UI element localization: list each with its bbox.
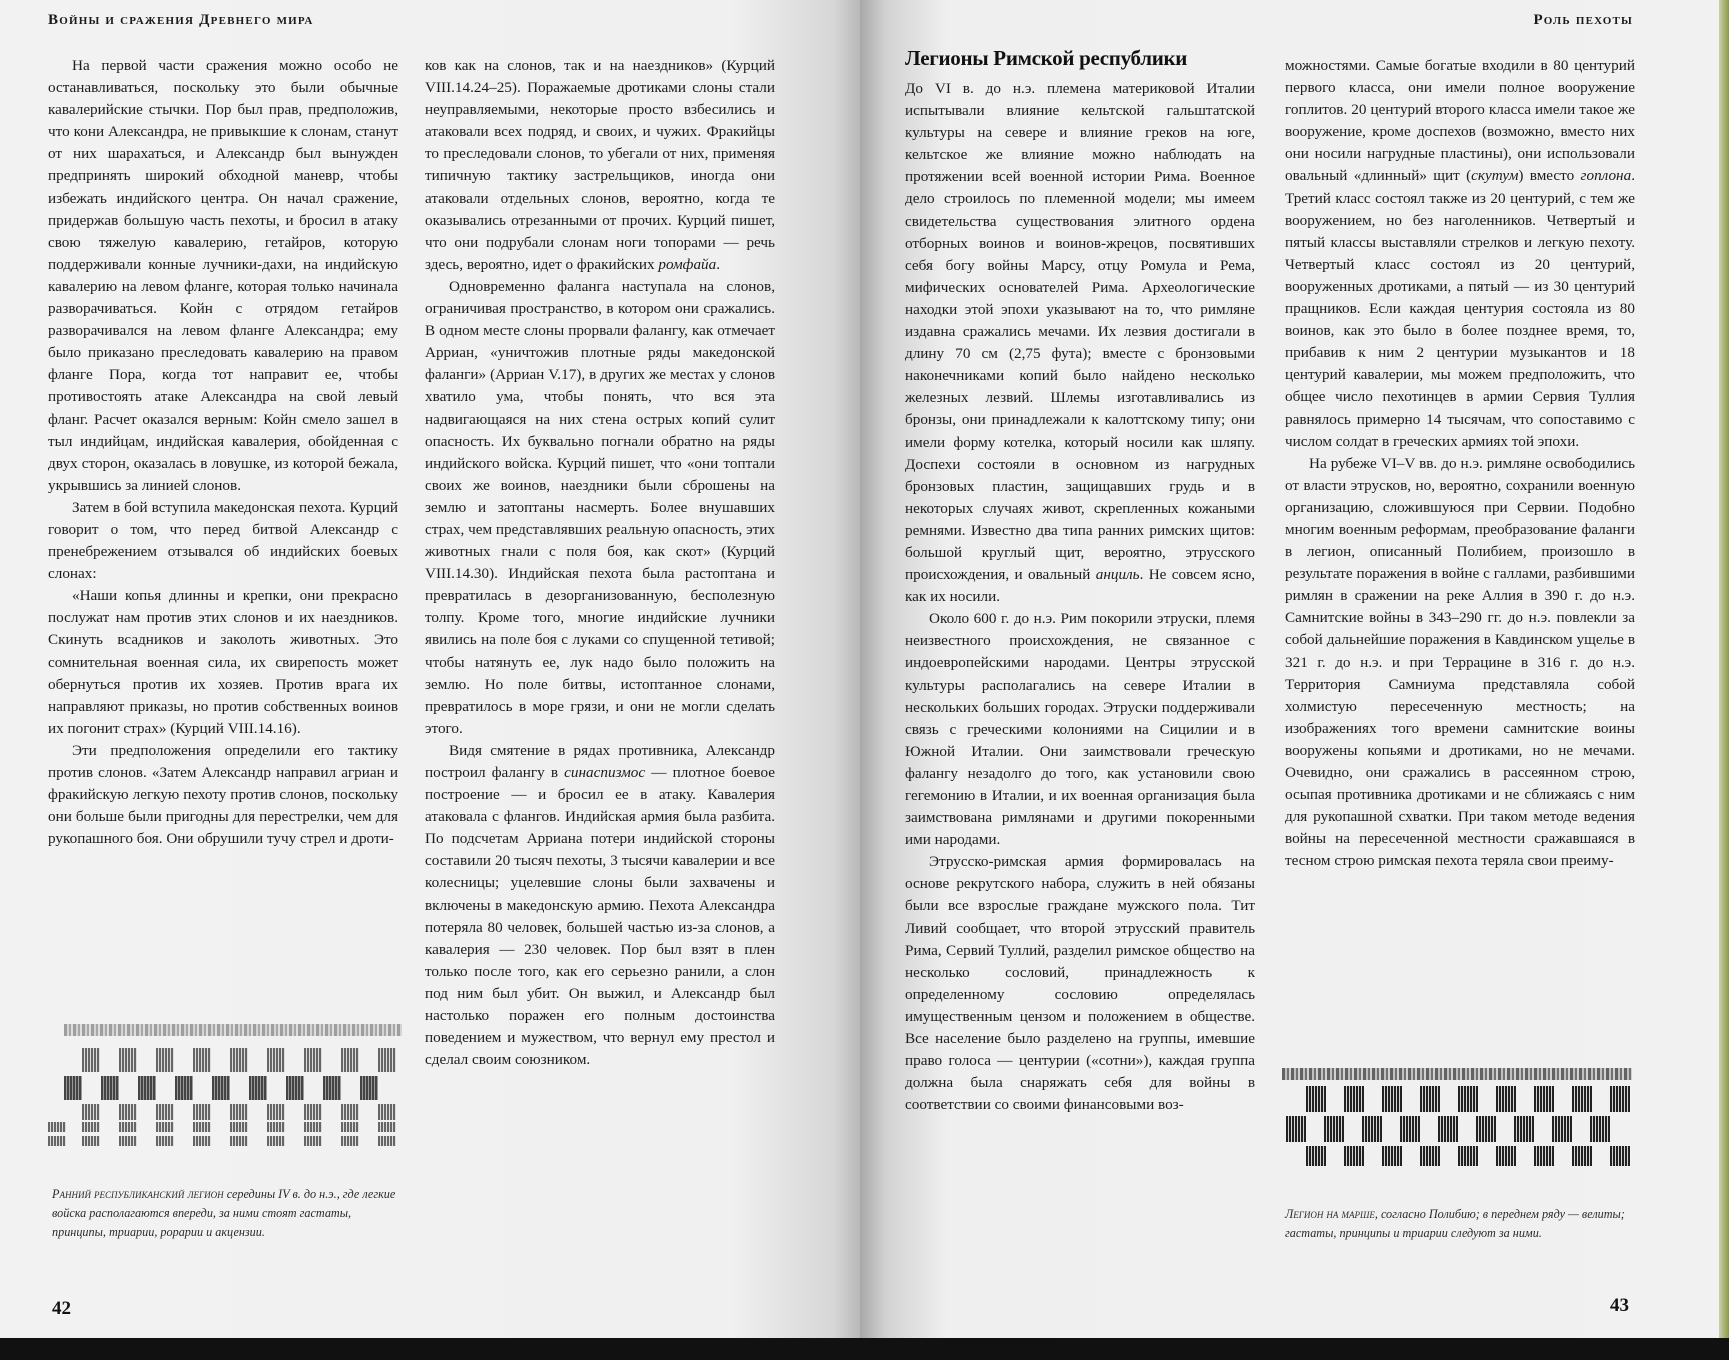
hastati-maniple [267,1048,285,1072]
triarii-maniple [1610,1146,1630,1166]
hastati-maniple [341,1048,359,1072]
accensi-maniple [193,1136,211,1146]
triarii-maniple [1534,1146,1554,1166]
italic-term: скутум [1471,167,1519,185]
paragraph: На рубеже VI–V вв. до н.э. римляне освободились от власти этрусков, но, вероятно, сохранили военную организацию, сложившуюся при Сервии. Подобно многим военным реформам, преобразование фаланги в легион, описанный Полибием, произошло в результате поражения в войне с галлами, разбившими римлян в сражении на реке Аллия в 390 г. до н.э. Самнитские войны в 343–290 гг. до н.э. повлекли за собой дальнейшие поражения в Кавдинском ущелье в 321 г. до н.э. и при Террацине в 316 г. до н.э. Территория Самниума представляла собой холмистую пересеченную местность; на изображениях того времени самнитские воины вооружены копьями и дротиками, но не мечами. Очевидно, они сражались в рассеянном строю, осыпая противника дротиками и не сближаясь с ним для рукопашной схватки. При таком методе ведения войны на пересеченной местности сражавшаяся в тесном строю римская пехота теряла свои преиму- [1285,454,1635,870]
triarii-maniple [267,1104,285,1120]
hastati-maniple [1382,1086,1402,1112]
paragraph [905,78,1255,608]
triarii-maniple [378,1104,396,1120]
hastati-maniple [156,1048,174,1072]
triarii-maniple [1572,1146,1592,1166]
hastati-maniple [193,1048,211,1072]
paragraph [425,740,775,1071]
hastati-maniple [1496,1086,1516,1112]
hastati-maniple [378,1048,396,1072]
principes-maniple [1590,1116,1610,1142]
triarii-maniple [230,1104,248,1120]
figure-caption-right [1285,1205,1635,1243]
left-running-head: Войны и сражения Древнего мира [48,12,314,28]
principes-maniple [1362,1116,1382,1142]
triarii-maniple [193,1104,211,1120]
rorarii-maniple [193,1122,211,1132]
triarii-maniple [1420,1146,1440,1166]
figure-caption-left [52,1185,397,1242]
caption-text: середины IV в. до н.э., где легкие войска располагаются впереди, за ними стоят гастаты, принципы, триарии, рорарии и акцензии. [52,1187,396,1239]
hastati-maniple [1534,1086,1554,1112]
text-run: — плотное боевое построение — и бросил ее в атаку. Кавалерия атаковала с флангов. Индийская армия была разбита. По подсчетам Арриана потери индийской стороны составили 20 тысяч пехоты, 3 тысячи кавалерии и все колесницы; уцелевшие слоны были захвачены и включены в македонскую армию. Пехота Александра потеряла 80 человек, большей частью из-за слонов, а кавалерия — 230 человек. Пор был взят в плен только после того, как его серьезно ранили, а слон под ним был убит. Он выжил, и Александр был настолько поражен его полным достоинства поведением и мужеством, что вернул ему престол и сделал своим союзником. [425,764,775,1069]
accensi-maniple [156,1136,174,1146]
page-number-right: 43 [1610,1295,1629,1316]
page-edge [1719,0,1729,1340]
text-run: ков как на слонов, так и на наездников» (Курций VIII.14.24–25). Поражаемые дротиками слоны стали неуправляемыми, некоторые просто взбесились и атаковали всех подряд, и своих, и чужих. Фракийцы то преследовали слонов, то убегали от них, применяя типичную тактику застрельщиков, иногда они атаковали отдельных слонов, вероятно, когда те оказывались отрезанными от прочих. Курций пишет, что они подрубали слонам ноги топорами — речь здесь, вероятно, идет о фракийских [425,57,775,273]
triarii-maniple [156,1104,174,1120]
right-column-1 [905,78,1255,1116]
italic-term: анциль [1095,566,1140,584]
text-run: До VI в. до н.э. племена материковой Италии испытывали влияние кельтской гальштатской культуры на севере и влияние греков на юге, кельтское же влияние можно наблюдать на протяжении всей военной истории Рима. Военное дело строилось по племенной модели; мы имеем свидетельства существования элитного ордена отборных воинов и воинов-жрецов, посвятивших себя богу войны Марсу, отцу Ромула и Рема, мифических основателей Рима. Археологические находки этой эпохи указывают на то, что римляне издавна сражались мечами. Их лезвия достигали в длину 70 см (2,75 фута); вместе с бронзовыми наконечниками копий было найдено несколько железных лезвий. Шлемы изготавливались из бронзы, они принадлежали к калоттскому типу; они имели форму котелка, который носили как шляпу. Доспехи состояли в основном из нагрудных бронзовых пластин, защищавших грудь и в некоторых случаях живот, скрепленных кожаными ремнями. Известно два типа ранних римских щитов: большой круглый щит, вероятно, этрусского происхождения, и овальный [905,80,1255,584]
principes-maniple [1400,1116,1420,1142]
principes-maniple [101,1076,119,1100]
rorarii-maniple [48,1122,66,1132]
rorarii-maniple [304,1122,322,1132]
accensi-maniple [119,1136,137,1146]
hastati-maniple [1610,1086,1630,1112]
hastati-maniple [1420,1086,1440,1112]
rorarii-maniple [230,1122,248,1132]
legion-on-march-diagram [1282,1064,1632,1174]
hastati-maniple [230,1048,248,1072]
page-number-left: 42 [52,1298,71,1319]
accensi-maniple [267,1136,285,1146]
italic-term: гоплона [1580,167,1632,185]
paragraph: На первой части сражения можно особо не останавливаться, поскольку это были обычные кавалерийские стычки. Пор был прав, предположив, что кони Александра, не привыкшие к слонам, станут от них шарахаться, и Александр был вынужден предпринять широкий обходной маневр, чтобы избежать индийского центра. Он начал сражение, придержав большую часть пехоты, и бросил в атаку свою тяжелую кавалерию, гетайров, которую поддерживали конные лучники-дахи, на индийскую кавалерию на левом фланге, которая только начинала разворачиваться. Койн с отрядом гетайров разворачивался на левом фланге Александра; ему было приказано преследовать кавалерию на правом фланге Пора, когда тот направит ее, чтобы противостоять атаке Александра на свой левый фланг. Расчет оказался верным: Койн смело зашел в тыл индийцам, индийская кавалерия, обойденная с двух сторон, оказалась в ловушке, из которой бежала, укрывшись за линией слонов. [48,57,398,494]
caption-title: Ранний республиканский легион [52,1187,224,1201]
velites-band [1282,1068,1632,1080]
triarii-maniple [304,1104,322,1120]
triarii-maniple [1344,1146,1364,1166]
accensi-maniple [378,1136,396,1146]
principes-maniple [1552,1116,1572,1142]
hastati-maniple [82,1048,100,1072]
italic-term: синаспизмос [564,764,646,781]
triarii-maniple [119,1104,137,1120]
principes-maniple [1324,1116,1344,1142]
hastati-maniple [1344,1086,1364,1112]
text-run: можностями. Самые богатые входили в 80 центурий первого класса, они имели полное вооружение гоплитов. 20 центурий второго класса имели такое же вооружение, кроме доспехов (возможно, вместо них они носили нагрудные пластины), они использовали овальный «длинный» щит ( [1285,57,1635,185]
paragraph: Этрусско-римская армия формировалась на основе рекрутского набора, служить в ней обязаны были все взрослые граждане мужского пола. Тит Ливий сообщает, что второй этрусский правитель Рима, Сервий Туллий, разделил римское общество на несколько сословий, принадлежность к определенному сословию определялась имущественным цензом и положением в обществе. Все население было разделено на группы, имевшие право голоса — центурии («сотни»), каждая группа должна была снаряжать себя для войны в соответствии со своими финансовыми воз- [905,853,1255,1114]
light-troops-band [64,1024,402,1036]
section-title: Легионы Римской республики [905,46,1188,70]
text-run: . Третий класс состоял также из 20 центурий, с тем же вооружением, но без наголенников. Четвертый и пятый классы выставляли стрелков и легкую пехоту. Четвертый класс состоял из 20 центурий, вооруженных дротиками, а пятый — из 30 центурий пращников. Если каждая центурия состояла из 80 воинов, как это было в более позднее время, то, прибавив к ним 2 центурии музыкантов и 18 центурий кавалерии, мы можем предположить, что общее число пехотинцев в армии Сервия Туллия равнялось примерно 14 тысячам, что сопоставимо с числом солдат в греческих армиях той эпохи. [1285,167,1635,450]
paragraph [425,55,775,276]
hastati-maniple [1458,1086,1478,1112]
paragraph [1285,55,1635,453]
rorarii-maniple [156,1122,174,1132]
text-run: . Не совсем ясно, как их носили. [905,566,1255,606]
caption-text: , согласно Полибию; в переднем ряду — велиты; гастаты, принципы и триарии следуют за ними. [1285,1207,1625,1240]
principes-maniple [64,1076,82,1100]
rorarii-maniple [82,1122,100,1132]
principes-maniple [212,1076,230,1100]
paragraph: Затем в бой вступила македонская пехота. Курций говорит о том, что перед битвой Александр с пренебрежением отзывался об индийских боевых слонах: [48,498,398,583]
paragraph: Одновременно фаланга наступала на слонов, ограничивая пространство, в котором они сражались. В одном месте слоны прорвали фалангу, как отмечает Арриан, «уничтожив плотные ряды македонской фаланги» (Арриан V.17), в других же местах у слонов хватило ума, чтобы понять, что вся эта надвигающаяся на них стена острых копий сулит опасность. Их буквально погнали обратно на ряды индийского войска. Курций пишет, что «они топтали своих же воинов, наездники были сброшены на землю и затоптаны насмерть. Более внушавших страх, чем представлявших реальную опасность, этих животных гнали с поля боя, как скот» (Курций VIII.14.30). Индийская пехота была растоптана и превратилась в дезорганизованную, бесполезную толпу. Кроме того, многие индийские лучники явились на поле боя с луками со спущенной тетивой; чтобы натянуть ее, лук надо было положить на землю. Но поле битвы, истоптанное слонами, превратилось в море грязи, и они не могли сделать этого. [425,277,775,737]
rorarii-maniple [119,1122,137,1132]
rorarii-maniple [267,1122,285,1132]
hastati-maniple [119,1048,137,1072]
principes-maniple [360,1076,378,1100]
principes-maniple [175,1076,193,1100]
principes-maniple [138,1076,156,1100]
principes-maniple [1476,1116,1496,1142]
accensi-maniple [82,1136,100,1146]
paragraph: Эти предположения определили его тактику против слонов. «Затем Александр направил агриан и фракийскую легкую пехоту против слонов, поскольку они больше были пригодны для перестрелки, чем для рукопашного боя. Они обрушили тучу стрел и дроти- [48,741,398,848]
rorarii-maniple [341,1122,359,1132]
hastati-maniple [1572,1086,1592,1112]
triarii-maniple [341,1104,359,1120]
accensi-maniple [341,1136,359,1146]
text-run: ) вместо [1518,167,1581,185]
text-run: . [716,255,721,273]
right-running-head: Роль пехоты [1533,12,1633,28]
left-column-1 [48,55,398,850]
rorarii-maniple [378,1122,396,1132]
accensi-maniple [230,1136,248,1146]
accensi-maniple [48,1136,66,1146]
quote-paragraph: «Наши копья длинны и крепки, они прекрасно послужат нам против этих слонов и их наездников. Скинуть всадников и заколоть животных. Это сомнительная военная сила, их свирепость может обернуться против их хозяев. Против врага их направляют приказы, но против собственных воинов их погонит страх» (Курций VIII.14.16). [48,587,398,737]
principes-maniple [1286,1116,1306,1142]
scan-bottom-edge [0,1338,1729,1360]
triarii-maniple [82,1104,100,1120]
principes-maniple [323,1076,341,1100]
right-column-2 [1285,55,1635,872]
hastati-maniple [1306,1086,1326,1112]
triarii-maniple [1382,1146,1402,1166]
caption-title: Легион на марше [1285,1207,1375,1221]
legion-formation-diagram-early [52,1022,402,1162]
left-column-2 [425,55,775,1071]
left-page [0,0,860,1340]
text-run: Видя смятение в рядах противника, Александр построил фалангу в [425,741,775,781]
paragraph: Около 600 г. до н.э. Рим покорили этруски, племя неизвестного происхождения, не связанное с индоевропейскими народами. Центры этрусской культуры располагались на севере Италии в нескольких больших городах. Этруски поддерживали связь с греческими колониями на Сицилии и в Южной Италии. Они заимствовали греческую фалангу незадолго до того, как установили свою гегемонию в Италии, и их военная организация была заимствована римлянами и другими покоренными ими народами. [905,610,1255,849]
triarii-maniple [1496,1146,1516,1166]
italic-term: ромфайа [658,255,717,273]
principes-maniple [286,1076,304,1100]
triarii-maniple [1306,1146,1326,1166]
principes-maniple [1438,1116,1458,1142]
accensi-maniple [304,1136,322,1146]
triarii-maniple [1458,1146,1478,1166]
principes-maniple [1514,1116,1534,1142]
principes-maniple [249,1076,267,1100]
hastati-maniple [304,1048,322,1072]
